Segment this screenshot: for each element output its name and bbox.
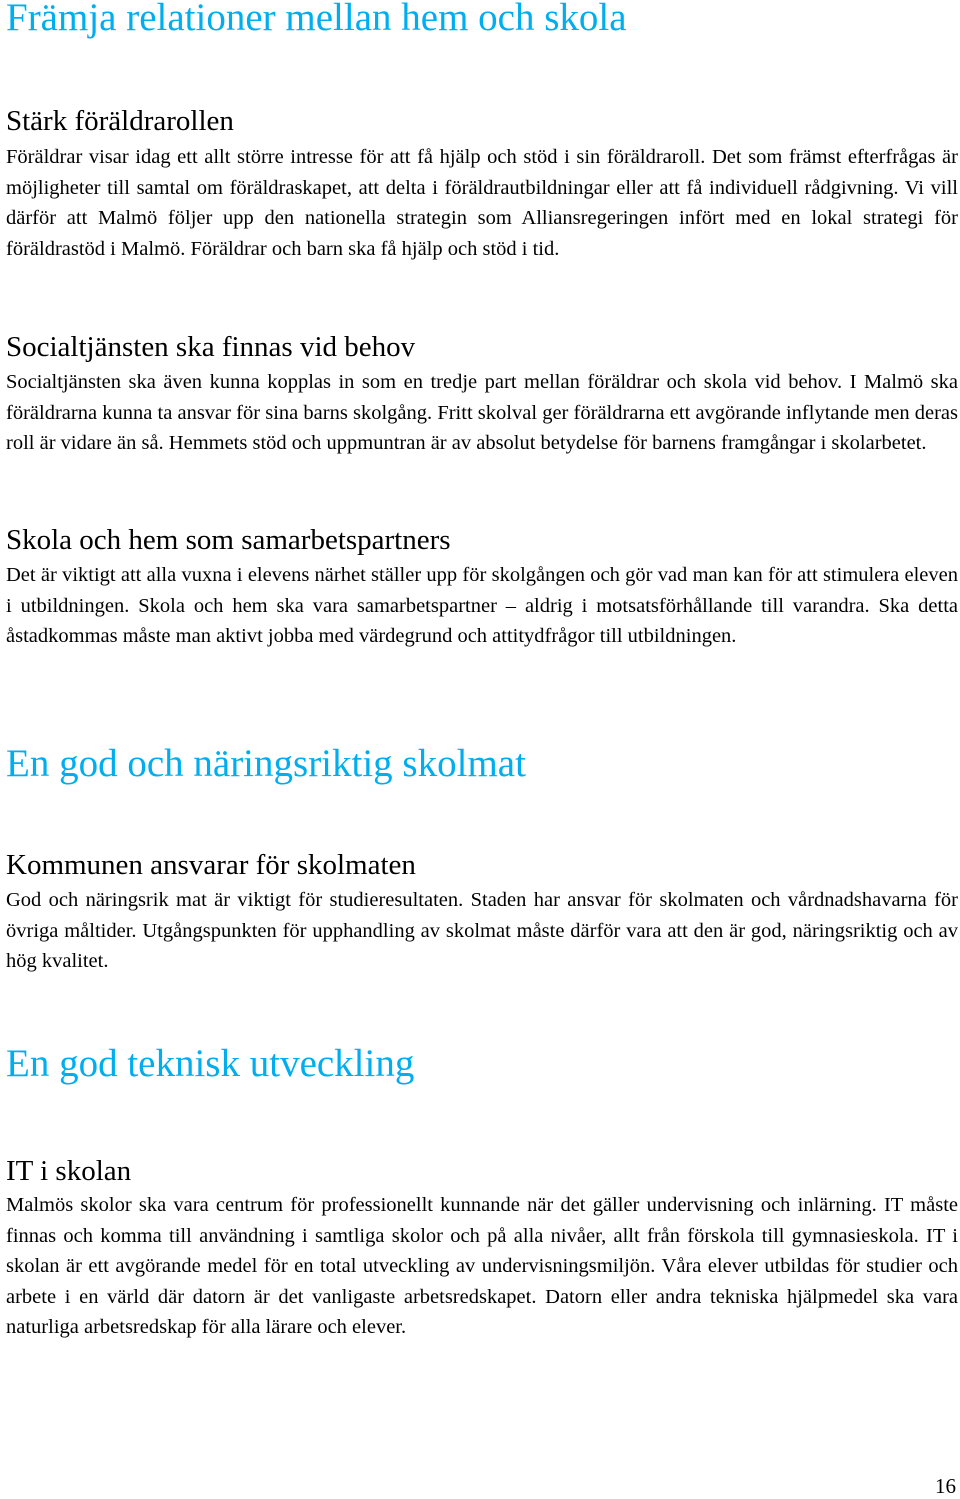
subsection-heading: IT i skolan <box>6 1155 132 1187</box>
subsection-heading: Kommunen ansvarar för skolmaten <box>6 849 416 881</box>
paragraph: Socialtjänsten ska även kunna kopplas in som en tredje part mellan föräldrar och skola vid behov. I Malmö ska föräldrarna kunna ta ansvar för sina barns skolgång. Fritt skolval ger föräldrarna ett avgörande inflytande men deras roll är vidare än så. Hemmets stöd och uppmuntran är av absolut betydelse för barnens framgångar i skolarbetet. <box>6 371 958 454</box>
paragraph: Malmös skolor ska vara centrum för professionellt kunnande när det gäller undervisning och inlärning. IT måste finnas och komma till användning i samtliga skolor och på alla nivåer, allt från förskola till gymnasieskola. IT i skolan är ett avgörande medel för en total utveckling av undervisningsmiljön. Våra elever utbildas för studier och arbete i en värld där datorn är det vanligaste arbetsredskapet. Datorn eller andra tekniska hjälpmedel ska vara naturliga arbetsredskap för alla lärare och elever. <box>6 1194 958 1338</box>
subsection-heading: Skola och hem som samarbetspartners <box>6 524 451 556</box>
page-number: 16 <box>935 1474 956 1498</box>
paragraph: Föräldrar visar idag ett allt större intresse för att få hjälp och stöd i sin föräldraroll. Det som främst efterfrågas är möjligheter till samtal om föräldraskapet, att delta i föräldrautbildningar eller att få individuell rådgivning. Vi vill därför att Malmö följer upp den nationella strategin som Alliansregeringen infört med en lokal strategi för föräldrastöd i Malmö. Föräldrar och barn ska få hjälp och stöd i tid. <box>6 146 958 260</box>
section-title-3: En god teknisk utveckling <box>6 1042 415 1085</box>
section-title-2: En god och näringsriktig skolmat <box>6 742 526 785</box>
subsection-heading: Socialtjänsten ska finnas vid behov <box>6 331 416 363</box>
subsection-heading: Stärk föräldrarollen <box>6 105 234 137</box>
section-title-1: Främja relationer mellan hem och skola <box>6 0 627 39</box>
paragraph: Det är viktigt att alla vuxna i elevens närhet ställer upp för skolgången och gör vad man kan för att stimulera eleven i utbildningen. Skola och hem ska vara samarbetspartner – aldrig i motsatsförhållande till varandra. Ska detta åstadkommas måste man aktivt jobba med värdegrund och attitydfrågor till utbildningen. <box>6 564 958 647</box>
paragraph: God och näringsrik mat är viktigt för studieresultaten. Staden har ansvar för skolmaten och vårdnadshavarna för övriga måltider. Utgångspunkten för upphandling av skolmat måste därför vara att den är god, näringsriktig och av hög kvalitet. <box>6 889 958 972</box>
